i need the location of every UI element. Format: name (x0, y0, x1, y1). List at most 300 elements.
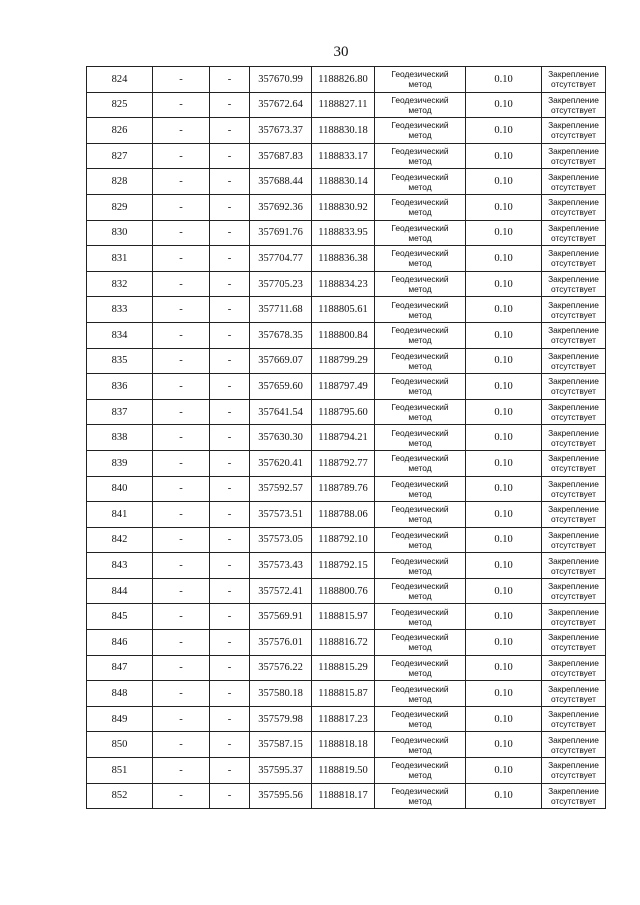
old-y-cell: - (210, 783, 250, 809)
point-number-cell: 831 (87, 246, 153, 272)
fixation-cell (542, 502, 606, 528)
old-y-cell: - (210, 758, 250, 784)
page-number: 30 (333, 44, 349, 60)
accuracy-cell: 0.10 (466, 194, 542, 220)
point-number-cell: 848 (87, 681, 153, 707)
old-y-cell: - (210, 706, 250, 732)
fixation-cell (542, 246, 606, 272)
method-line-2: метод (408, 232, 432, 243)
point-number-cell: 843 (87, 553, 153, 579)
x-coordinate-cell: 357669.07 (250, 348, 312, 374)
x-coordinate-cell: 357688.44 (250, 169, 312, 195)
y-coordinate-cell: 1188800.84 (312, 322, 375, 348)
y-coordinate-cell: 1188815.87 (312, 681, 375, 707)
method-line-2: метод (408, 565, 432, 576)
fixation-cell (542, 143, 606, 169)
method-line-2: метод (408, 693, 432, 704)
table-row (87, 604, 606, 630)
fixation-cell (542, 655, 606, 681)
point-number-cell: 847 (87, 655, 153, 681)
point-number-cell: 832 (87, 271, 153, 297)
table-row (87, 271, 606, 297)
method-line-1: Геодезический (391, 555, 449, 566)
method-cell (375, 271, 466, 297)
x-coordinate-cell: 357704.77 (250, 246, 312, 272)
y-coordinate-cell: 1188817.23 (312, 706, 375, 732)
accuracy-cell: 0.10 (466, 348, 542, 374)
method-cell (375, 92, 466, 118)
fixation-cell (542, 783, 606, 809)
old-x-cell: - (153, 758, 210, 784)
method-line-1: Геодезический (391, 504, 449, 515)
fixation-cell (542, 297, 606, 323)
method-line-1: Геодезический (391, 197, 449, 208)
y-coordinate-cell: 1188788.06 (312, 502, 375, 528)
y-coordinate-cell: 1188794.21 (312, 425, 375, 451)
accuracy-cell: 0.10 (466, 425, 542, 451)
x-coordinate-cell: 357573.43 (250, 553, 312, 579)
method-cell (375, 169, 466, 195)
fixation-line-2: отсутствует (551, 130, 596, 141)
table-row (87, 732, 606, 758)
method-line-2: метод (408, 335, 432, 346)
fixation-cell (542, 92, 606, 118)
fixation-line-1: Закрепление (548, 376, 599, 387)
fixation-cell (542, 399, 606, 425)
method-line-2: метод (408, 437, 432, 448)
x-coordinate-cell: 357630.30 (250, 425, 312, 451)
fixation-line-2: отсутствует (551, 284, 596, 295)
y-coordinate-cell: 1188795.60 (312, 399, 375, 425)
fixation-cell (542, 604, 606, 630)
old-x-cell: - (153, 348, 210, 374)
fixation-line-1: Закрепление (548, 350, 599, 361)
method-cell (375, 681, 466, 707)
method-line-2: метод (408, 488, 432, 499)
method-cell (375, 374, 466, 400)
method-line-1: Геодезический (391, 146, 449, 157)
method-line-1: Геодезический (391, 683, 449, 694)
method-line-1: Геодезический (391, 325, 449, 336)
method-line-2: метод (408, 181, 432, 192)
x-coordinate-cell: 357691.76 (250, 220, 312, 246)
point-number-cell: 851 (87, 758, 153, 784)
y-coordinate-cell: 1188797.49 (312, 374, 375, 400)
table-row (87, 194, 606, 220)
x-coordinate-cell: 357672.64 (250, 92, 312, 118)
table-row (87, 578, 606, 604)
method-line-2: метод (408, 463, 432, 474)
point-number-cell: 837 (87, 399, 153, 425)
table-row (87, 553, 606, 579)
method-line-1: Геодезический (391, 606, 449, 617)
fixation-line-1: Закрепление (548, 785, 599, 796)
accuracy-cell: 0.10 (466, 322, 542, 348)
method-line-2: метод (408, 386, 432, 397)
method-cell (375, 553, 466, 579)
y-coordinate-cell: 1188827.11 (312, 92, 375, 118)
old-x-cell: - (153, 630, 210, 656)
old-x-cell: - (153, 681, 210, 707)
accuracy-cell: 0.10 (466, 502, 542, 528)
accuracy-cell: 0.10 (466, 476, 542, 502)
point-number-cell: 827 (87, 143, 153, 169)
fixation-line-1: Закрепление (548, 120, 599, 131)
fixation-line-2: отсутствует (551, 719, 596, 730)
fixation-line-2: отсутствует (551, 181, 596, 192)
x-coordinate-cell: 357573.51 (250, 502, 312, 528)
fixation-line-1: Закрепление (548, 555, 599, 566)
fixation-line-2: отсутствует (551, 591, 596, 602)
x-coordinate-cell: 357580.18 (250, 681, 312, 707)
method-line-1: Геодезический (391, 453, 449, 464)
fixation-cell (542, 118, 606, 144)
table-row (87, 502, 606, 528)
y-coordinate-cell: 1188792.10 (312, 527, 375, 553)
fixation-line-2: отсутствует (551, 309, 596, 320)
table-row (87, 67, 606, 93)
old-x-cell: - (153, 553, 210, 579)
fixation-line-2: отсутствует (551, 463, 596, 474)
accuracy-cell: 0.10 (466, 67, 542, 93)
fixation-line-2: отсутствует (551, 258, 596, 269)
method-cell (375, 655, 466, 681)
method-cell (375, 399, 466, 425)
x-coordinate-cell: 357576.22 (250, 655, 312, 681)
accuracy-cell: 0.10 (466, 246, 542, 272)
y-coordinate-cell: 1188830.14 (312, 169, 375, 195)
point-number-cell: 834 (87, 322, 153, 348)
y-coordinate-cell: 1188836.38 (312, 246, 375, 272)
point-number-cell: 839 (87, 450, 153, 476)
method-line-1: Геодезический (391, 222, 449, 233)
coordinates-table (86, 66, 606, 809)
y-coordinate-cell: 1188815.97 (312, 604, 375, 630)
point-number-cell: 850 (87, 732, 153, 758)
y-coordinate-cell: 1188805.61 (312, 297, 375, 323)
old-y-cell: - (210, 348, 250, 374)
fixation-cell (542, 374, 606, 400)
method-cell (375, 758, 466, 784)
method-line-1: Геодезический (391, 350, 449, 361)
old-y-cell: - (210, 732, 250, 758)
method-line-2: метод (408, 156, 432, 167)
old-x-cell: - (153, 271, 210, 297)
old-x-cell: - (153, 527, 210, 553)
fixation-line-2: отсутствует (551, 616, 596, 627)
method-cell (375, 297, 466, 323)
old-x-cell: - (153, 194, 210, 220)
fixation-line-1: Закрепление (548, 709, 599, 720)
accuracy-cell: 0.10 (466, 399, 542, 425)
method-line-1: Геодезический (391, 69, 449, 80)
point-number-cell: 852 (87, 783, 153, 809)
y-coordinate-cell: 1188792.15 (312, 553, 375, 579)
fixation-cell (542, 169, 606, 195)
fixation-line-2: отсутствует (551, 642, 596, 653)
old-x-cell: - (153, 297, 210, 323)
fixation-cell (542, 450, 606, 476)
old-x-cell: - (153, 220, 210, 246)
table-row (87, 399, 606, 425)
fixation-line-1: Закрепление (548, 222, 599, 233)
fixation-line-1: Закрепление (548, 529, 599, 540)
fixation-line-2: отсутствует (551, 360, 596, 371)
point-number-cell: 838 (87, 425, 153, 451)
method-cell (375, 67, 466, 93)
old-x-cell: - (153, 732, 210, 758)
table-row (87, 450, 606, 476)
fixation-line-1: Закрепление (548, 197, 599, 208)
fixation-line-1: Закрепление (548, 171, 599, 182)
old-x-cell: - (153, 655, 210, 681)
method-line-2: метод (408, 539, 432, 550)
method-line-1: Геодезический (391, 478, 449, 489)
fixation-line-2: отсутствует (551, 232, 596, 243)
fixation-line-2: отсутствует (551, 386, 596, 397)
method-line-2: метод (408, 360, 432, 371)
point-number-cell: 824 (87, 67, 153, 93)
fixation-cell (542, 732, 606, 758)
fixation-line-1: Закрепление (548, 69, 599, 80)
table-row (87, 630, 606, 656)
old-y-cell: - (210, 450, 250, 476)
method-line-2: метод (408, 514, 432, 525)
y-coordinate-cell: 1188815.29 (312, 655, 375, 681)
fixation-line-2: отсутствует (551, 335, 596, 346)
fixation-line-2: отсутствует (551, 104, 596, 115)
accuracy-cell: 0.10 (466, 604, 542, 630)
old-x-cell: - (153, 67, 210, 93)
table-row (87, 92, 606, 118)
accuracy-cell: 0.10 (466, 681, 542, 707)
y-coordinate-cell: 1188834.23 (312, 271, 375, 297)
method-cell (375, 578, 466, 604)
fixation-cell (542, 322, 606, 348)
old-y-cell: - (210, 322, 250, 348)
old-y-cell: - (210, 194, 250, 220)
method-cell (375, 732, 466, 758)
fixation-cell (542, 348, 606, 374)
method-line-1: Геодезический (391, 120, 449, 131)
fixation-line-2: отсутствует (551, 79, 596, 90)
fixation-line-2: отсутствует (551, 412, 596, 423)
old-x-cell: - (153, 143, 210, 169)
x-coordinate-cell: 357572.41 (250, 578, 312, 604)
method-line-1: Геодезический (391, 734, 449, 745)
x-coordinate-cell: 357573.05 (250, 527, 312, 553)
y-coordinate-cell: 1188826.80 (312, 67, 375, 93)
method-line-1: Геодезический (391, 529, 449, 540)
fixation-line-2: отсутствует (551, 207, 596, 218)
fixation-line-2: отсутствует (551, 156, 596, 167)
method-line-1: Геодезический (391, 785, 449, 796)
accuracy-cell: 0.10 (466, 271, 542, 297)
method-line-1: Геодезический (391, 376, 449, 387)
old-x-cell: - (153, 476, 210, 502)
accuracy-cell: 0.10 (466, 553, 542, 579)
point-number-cell: 842 (87, 527, 153, 553)
x-coordinate-cell: 357569.91 (250, 604, 312, 630)
point-number-cell: 840 (87, 476, 153, 502)
old-y-cell: - (210, 143, 250, 169)
y-coordinate-cell: 1188819.50 (312, 758, 375, 784)
method-line-2: метод (408, 667, 432, 678)
method-cell (375, 143, 466, 169)
old-y-cell: - (210, 399, 250, 425)
table-row (87, 681, 606, 707)
old-y-cell: - (210, 553, 250, 579)
table-row (87, 220, 606, 246)
method-line-2: метод (408, 770, 432, 781)
y-coordinate-cell: 1188833.17 (312, 143, 375, 169)
fixation-line-1: Закрепление (548, 248, 599, 259)
accuracy-cell: 0.10 (466, 220, 542, 246)
accuracy-cell: 0.10 (466, 783, 542, 809)
point-number-cell: 830 (87, 220, 153, 246)
x-coordinate-cell: 357620.41 (250, 450, 312, 476)
method-cell (375, 527, 466, 553)
point-number-cell: 836 (87, 374, 153, 400)
table-row (87, 527, 606, 553)
method-cell (375, 706, 466, 732)
method-line-2: метод (408, 79, 432, 90)
fixation-cell (542, 758, 606, 784)
method-cell (375, 450, 466, 476)
old-y-cell: - (210, 604, 250, 630)
fixation-line-1: Закрепление (548, 402, 599, 413)
point-number-cell: 845 (87, 604, 153, 630)
method-line-1: Геодезический (391, 274, 449, 285)
fixation-cell (542, 67, 606, 93)
accuracy-cell: 0.10 (466, 450, 542, 476)
x-coordinate-cell: 357670.99 (250, 67, 312, 93)
accuracy-cell: 0.10 (466, 732, 542, 758)
x-coordinate-cell: 357576.01 (250, 630, 312, 656)
method-line-1: Геодезический (391, 709, 449, 720)
point-number-cell: 846 (87, 630, 153, 656)
method-line-2: метод (408, 591, 432, 602)
x-coordinate-cell: 357711.68 (250, 297, 312, 323)
method-line-2: метод (408, 258, 432, 269)
x-coordinate-cell: 357587.15 (250, 732, 312, 758)
y-coordinate-cell: 1188818.18 (312, 732, 375, 758)
table-row (87, 758, 606, 784)
y-coordinate-cell: 1188830.18 (312, 118, 375, 144)
x-coordinate-cell: 357673.37 (250, 118, 312, 144)
x-coordinate-cell: 357678.35 (250, 322, 312, 348)
old-y-cell: - (210, 297, 250, 323)
old-x-cell: - (153, 322, 210, 348)
accuracy-cell: 0.10 (466, 527, 542, 553)
point-number-cell: 835 (87, 348, 153, 374)
fixation-line-2: отсутствует (551, 795, 596, 806)
x-coordinate-cell: 357659.60 (250, 374, 312, 400)
method-cell (375, 502, 466, 528)
table-row (87, 118, 606, 144)
x-coordinate-cell: 357595.56 (250, 783, 312, 809)
fixation-line-1: Закрепление (548, 453, 599, 464)
fixation-line-1: Закрепление (548, 504, 599, 515)
fixation-line-1: Закрепление (548, 657, 599, 668)
fixation-cell (542, 194, 606, 220)
method-line-1: Геодезический (391, 299, 449, 310)
old-x-cell: - (153, 118, 210, 144)
method-line-1: Геодезический (391, 402, 449, 413)
fixation-cell (542, 271, 606, 297)
x-coordinate-cell: 357705.23 (250, 271, 312, 297)
fixation-line-2: отсутствует (551, 565, 596, 576)
method-cell (375, 476, 466, 502)
old-x-cell: - (153, 246, 210, 272)
table-row (87, 706, 606, 732)
old-y-cell: - (210, 374, 250, 400)
method-line-2: метод (408, 744, 432, 755)
method-cell (375, 630, 466, 656)
fixation-line-1: Закрепление (548, 146, 599, 157)
old-x-cell: - (153, 604, 210, 630)
method-line-1: Геодезический (391, 581, 449, 592)
old-x-cell: - (153, 425, 210, 451)
fixation-line-1: Закрепление (548, 606, 599, 617)
fixation-line-2: отсутствует (551, 693, 596, 704)
old-y-cell: - (210, 67, 250, 93)
x-coordinate-cell: 357592.57 (250, 476, 312, 502)
method-cell (375, 118, 466, 144)
point-number-cell: 826 (87, 118, 153, 144)
accuracy-cell: 0.10 (466, 655, 542, 681)
table-body (87, 67, 606, 809)
fixation-line-1: Закрепление (548, 427, 599, 438)
old-y-cell: - (210, 655, 250, 681)
accuracy-cell: 0.10 (466, 374, 542, 400)
accuracy-cell: 0.10 (466, 297, 542, 323)
y-coordinate-cell: 1188789.76 (312, 476, 375, 502)
method-cell (375, 246, 466, 272)
method-cell (375, 604, 466, 630)
table-row (87, 783, 606, 809)
old-x-cell: - (153, 169, 210, 195)
fixation-cell (542, 425, 606, 451)
x-coordinate-cell: 357687.83 (250, 143, 312, 169)
point-number-cell: 833 (87, 297, 153, 323)
accuracy-cell: 0.10 (466, 118, 542, 144)
accuracy-cell: 0.10 (466, 758, 542, 784)
method-line-1: Геодезический (391, 760, 449, 771)
method-line-2: метод (408, 719, 432, 730)
old-x-cell: - (153, 450, 210, 476)
old-y-cell: - (210, 630, 250, 656)
accuracy-cell: 0.10 (466, 169, 542, 195)
accuracy-cell: 0.10 (466, 92, 542, 118)
method-line-2: метод (408, 207, 432, 218)
fixation-cell (542, 220, 606, 246)
old-y-cell: - (210, 271, 250, 297)
method-cell (375, 348, 466, 374)
x-coordinate-cell: 357692.36 (250, 194, 312, 220)
point-number-cell: 844 (87, 578, 153, 604)
x-coordinate-cell: 357595.37 (250, 758, 312, 784)
old-y-cell: - (210, 476, 250, 502)
fixation-line-2: отсутствует (551, 667, 596, 678)
fixation-line-2: отсутствует (551, 437, 596, 448)
method-line-2: метод (408, 412, 432, 423)
fixation-line-1: Закрепление (548, 683, 599, 694)
old-x-cell: - (153, 92, 210, 118)
fixation-line-1: Закрепление (548, 581, 599, 592)
fixation-line-1: Закрепление (548, 734, 599, 745)
method-line-1: Геодезический (391, 171, 449, 182)
